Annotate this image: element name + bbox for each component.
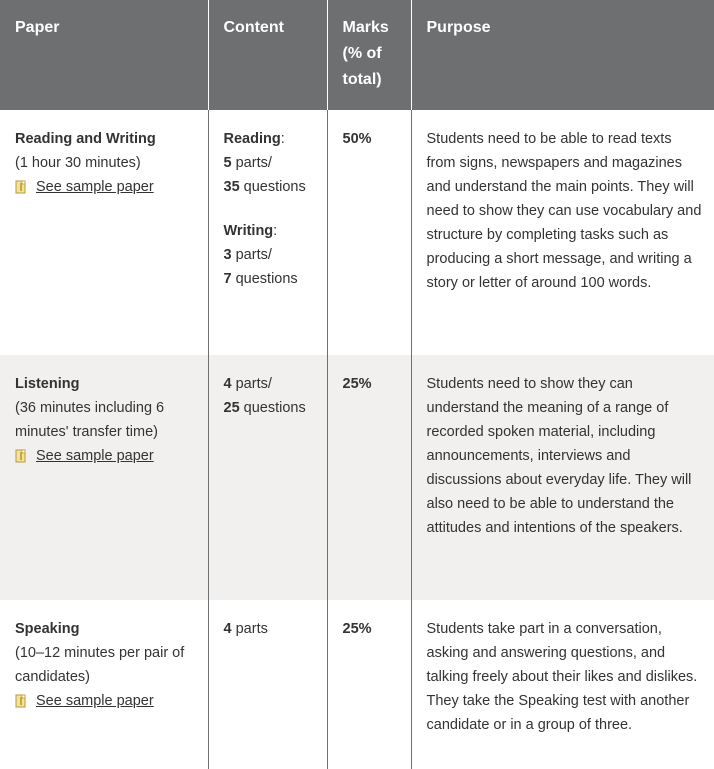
writing-parts-text: parts/: [231, 247, 272, 263]
purpose-cell: Students need to be able to read texts from signs, newspapers and magazines and understand the main points. They will need to show they can use vocabulary and structure by completing tasks such as producing a short message, and writing a story or letter of around 100 words.: [411, 110, 714, 355]
header-purpose: Purpose: [411, 0, 714, 110]
paper-duration: (36 minutes including 6 minutes' transfer time): [15, 400, 165, 440]
writing-colon: :: [273, 223, 278, 239]
header-content: Content: [208, 0, 327, 110]
writing-label: Writing: [223, 223, 274, 239]
paper-cell: [0, 355, 208, 600]
reading-parts-num: 5: [223, 155, 232, 171]
sample-paper-link-row[interactable]: [15, 444, 198, 468]
table-row: [0, 355, 714, 600]
sample-paper-link-row[interactable]: [15, 689, 198, 713]
writing-heading: [224, 219, 317, 243]
speaking-parts-text: parts: [231, 621, 268, 637]
listening-questions-num: 25: [223, 400, 240, 416]
reading-questions-text: questions: [239, 179, 306, 195]
header-marks: [327, 0, 411, 110]
purpose-cell: Students need to show they can understand the meaning of a range of recorded spoken material, including announcements, interviews and discussions about everyday life. They will also need to be able to understand the attitudes and intentions of the speakers.: [411, 355, 714, 600]
listening-questions-text: questions: [239, 400, 306, 416]
table-row: [0, 600, 714, 769]
pdf-file-icon: [15, 180, 27, 194]
marks-value: 50%: [342, 131, 372, 147]
paper-duration: (10–12 minutes per pair of candidates): [15, 645, 185, 685]
content-cell: [208, 110, 327, 355]
paper-title: Speaking: [15, 621, 80, 637]
header-marks-line2: (% of: [342, 45, 382, 62]
listening-parts-num: 4: [223, 376, 232, 392]
paper-title: Reading and Writing: [15, 131, 156, 147]
paper-duration: (1 hour 30 minutes): [15, 155, 141, 171]
header-paper: Paper: [15, 19, 60, 36]
listening-questions: [224, 396, 317, 420]
marks-cell: [327, 110, 411, 355]
header-marks-line3: total): [342, 71, 382, 88]
pdf-file-icon: [15, 449, 27, 463]
speaking-parts-num: 4: [223, 621, 232, 637]
reading-questions: [224, 175, 317, 199]
reading-parts: [224, 151, 317, 175]
content-cell: [208, 600, 327, 769]
purpose-cell: Students take part in a conversation, asking and answering questions, and talking freely about their likes and dislikes. They take the Speaking test with another candidate or in a group of three.: [411, 600, 714, 769]
writing-questions-text: questions: [231, 271, 298, 287]
marks-cell: [327, 355, 411, 600]
sample-paper-link-row[interactable]: [15, 175, 198, 199]
reading-heading: [224, 127, 317, 151]
paper-cell: [0, 110, 208, 355]
writing-questions-num: 7: [223, 271, 232, 287]
paper-title: Listening: [15, 376, 80, 392]
marks-value: 25%: [342, 376, 372, 392]
table-row: [0, 110, 714, 355]
writing-questions: [224, 267, 317, 291]
listening-parts-text: parts/: [231, 376, 272, 392]
marks-value: 25%: [342, 621, 372, 637]
table-header-row: [0, 0, 714, 110]
header-marks-line1: Marks: [342, 19, 389, 36]
reading-questions-num: 35: [223, 179, 240, 195]
reading-label: Reading: [223, 131, 281, 147]
marks-cell: [327, 600, 411, 769]
reading-colon: :: [280, 131, 285, 147]
sample-paper-link[interactable]: See sample paper: [36, 693, 154, 709]
listening-parts: [224, 372, 317, 396]
speaking-parts: [224, 617, 317, 641]
writing-parts-num: 3: [223, 247, 232, 263]
sample-paper-link[interactable]: See sample paper: [36, 179, 154, 195]
writing-parts: [224, 243, 317, 267]
pdf-file-icon: [15, 694, 27, 708]
content-cell: [208, 355, 327, 600]
sample-paper-link[interactable]: See sample paper: [36, 448, 154, 464]
paper-cell: [0, 600, 208, 769]
reading-parts-text: parts/: [231, 155, 272, 171]
